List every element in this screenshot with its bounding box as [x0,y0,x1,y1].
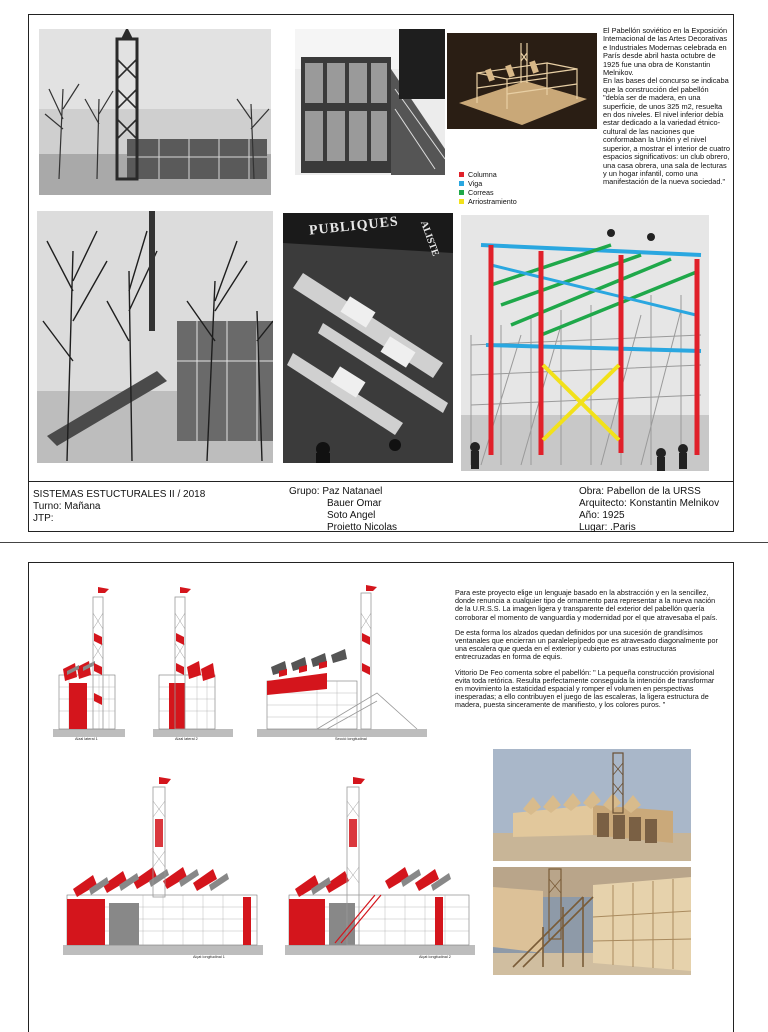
intro-text: El Pabellón soviético en la Exposición Internacional de las Artes Decorativas e Industriales Modernas celebrada en París desde abril hasta octubre de 1925 fue una obra de Konstantin Melnikov. [603,26,728,78]
footer-place: Lugar: .Paris [579,522,636,533]
caption-lateral-2: Alzal lateral 2 [175,737,198,741]
contest-text: En las bases del concurso se indicaba que la construcción del pabellón "debía ser de madera, en una superficie, de unos 325 m2, resuelta en dos niveles. El nivel inferior debía estar dedicado a la variedad étnico-cultural de las naciones que conformaban la Unión y el nivel superior, a mostrar el interior de cuatro espacios significativos: un club obrero, una casa obrera, una sala de lecturas y un hogar infantil, como una manifestación de la nueva sociedad." [603,76,730,187]
legend-item-viga: Viga [459,179,517,188]
legend-item-arriostramiento: Arriostramiento [459,197,517,206]
paragraph-language: Para este proyecto elige un lenguaje basado en la abstracción y en la sencillez, donde renuncia a cualquier tipo de ornamento para representar a la nueva nación de la U.R.S.S. La imagen ligera y transparente del exterior del pabellón quería corroborar el momento de vanguardia y modernidad por el que atravesaba el país. [455,588,718,622]
footer-course: SISTEMAS ESTUCTURALES II / 2018 [33,489,206,500]
structure-legend [459,170,517,206]
page-separator [0,542,768,543]
poster-sheet-2 [28,562,734,1032]
photo-diagonal-beams [283,213,453,463]
photo-glass-facade [295,29,445,175]
drawing-longitudinal-elevation-2 [285,777,475,963]
legend-swatch [459,172,464,177]
footer-jtp: JTP: [33,513,54,524]
footer-divider [29,481,733,482]
photo-colored-structure [461,215,709,471]
drawing-lateral-elevation-1 [53,583,125,743]
legend-item-columna: Columna [459,170,517,179]
footer-turn: Turno: Mañana [33,501,101,512]
footer-member: Proietto Nicolas [327,522,398,533]
sign-text-2: ALISTE [417,219,441,258]
sign-text: PUBLIQUES [308,214,400,239]
drawing-longitudinal-elevation-1 [63,777,263,963]
project-description [455,589,723,717]
poster-sheet-1 [28,14,734,532]
photo-wood-model [447,33,597,129]
photo-tower-exterior [39,29,271,195]
photo-trees-staircase [37,211,273,463]
footer-architect: Arquitecto: Konstantin Melnikov [579,498,720,509]
drawing-longitudinal-section [257,583,427,743]
footer-work: Obra: Pabellon de la URSS [579,486,701,497]
photo-model-side [493,749,691,861]
drawing-lateral-elevation-2 [153,583,233,743]
caption-long-2: Alçat longitudinal 2 [419,955,451,959]
caption-lateral-1: Alzal lateral 1 [75,737,98,741]
photo-model-staircase [493,867,691,975]
legend-item-correas: Correas [459,188,517,197]
paragraph-elevations: De esta forma los alzados quedan definidos por una sucesión de grandísimos ventanales que encierran un paralelepípedo que es atravesado diagonalmente por una escalera que queda en el exterior y cubierto por unas estructuras entrecruzadas en forma de equis. [455,627,718,662]
intro-description [603,27,731,187]
footer-group: Grupo: Paz Natanael [289,486,383,497]
footer-year: Año: 1925 [579,510,625,521]
footer-member: Soto Angel [327,510,376,521]
legend-swatch [459,199,464,204]
legend-swatch [459,190,464,195]
caption-section: Secció longitudinal [335,737,367,741]
legend-swatch [459,181,464,186]
caption-long-1: Alçat longitudinal 1 [193,955,225,959]
paragraph-quote: Vittorio De Feo comenta sobre el pabellón: " La pequeña construcción provisional evita toda retórica. Resulta perfectamente conseguida la intención de transformar en movimiento la estaticidad espacial y romper el volumen en perspectivas inesperadas; a ello contribuyen el juego de las escaleras, la ligera estructura de madera, puesta sinceramente de manifiesto, y los colores puros. " [455,667,715,710]
footer-member: Bauer Omar [327,498,382,509]
